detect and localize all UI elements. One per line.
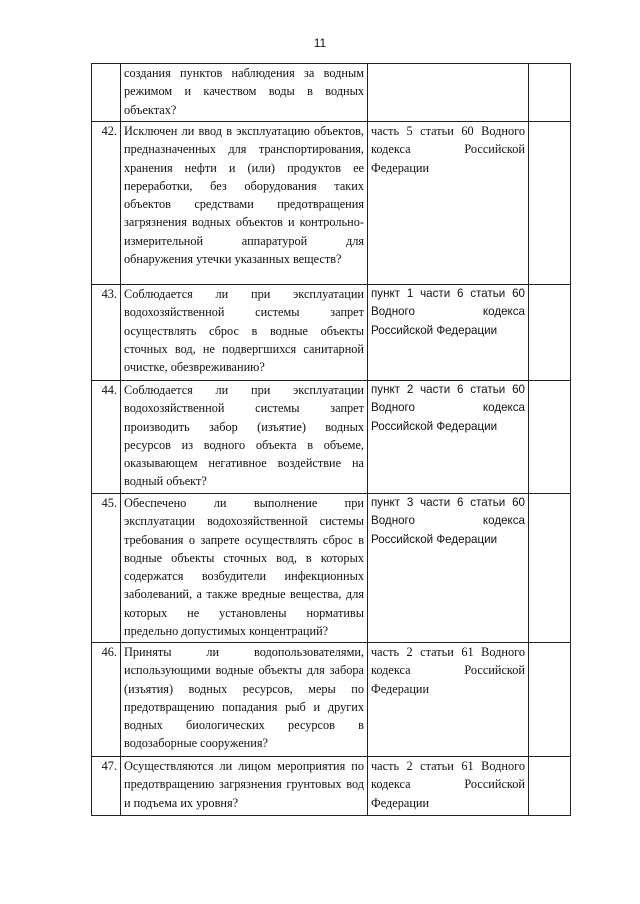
question-text: Исключен ли ввод в эксплуатацию объектов, предназначенных для транспортирования, хранения нефти и (или) продуктов ее переработки, без оборудования таких объектов средствами предотвращения загрязнения водных объектов и контрольно-измерительной аппаратурой для обнаружения утечки указанных веществ? [121,122,368,285]
empty-cell [529,285,571,381]
table-row [92,494,571,643]
empty-cell [529,122,571,285]
empty-cell [529,381,571,494]
table-row [92,643,571,757]
row-number: 42. [92,122,121,285]
empty-cell [529,643,571,757]
row-number [92,64,121,122]
empty-cell [529,64,571,122]
question-text: создания пунктов наблюдения за водным режимом и качеством воды в водных объектах? [121,64,368,122]
table-row [92,757,571,816]
page-number: 11 [313,36,327,50]
legal-reference: пункт 2 части 6 статьи 60 Водного кодекса Российской Федерации [368,381,529,494]
legal-reference [368,64,529,122]
table-row [92,381,571,494]
empty-cell [529,494,571,643]
table-row [92,64,571,122]
table-row [92,285,571,381]
row-number: 43. [92,285,121,381]
question-text: Приняты ли водопользователями, использующими водные объекты для забора (изъятия) водных ресурсов, меры по предотвращению попадания рыб и других водных биологических ресурсов в водозаборные сооружения? [121,643,368,757]
legal-reference: пункт 3 части 6 статьи 60 Водного кодекса Российской Федерации [368,494,529,643]
row-number: 45. [92,494,121,643]
checklist-table [91,63,571,816]
legal-reference: часть 2 статьи 61 Водного кодекса Российской Федерации [368,643,529,757]
row-number: 44. [92,381,121,494]
legal-reference: часть 2 статьи 61 Водного кодекса Российской Федерации [368,757,529,816]
legal-reference: пункт 1 части 6 статьи 60 Водного кодекса Российской Федерации [368,285,529,381]
row-number: 47. [92,757,121,816]
question-text: Соблюдается ли при эксплуатации водохозяйственной системы запрет осуществлять сброс в водные объекты сточных вод, не подвергшихся санитарной очистке, обезвреживанию? [121,285,368,381]
legal-reference: часть 5 статьи 60 Водного кодекса Российской Федерации [368,122,529,285]
question-text: Соблюдается ли при эксплуатации водохозяйственной системы запрет производить забор (изъятие) водных ресурсов из водного объекта в объеме, оказывающем негативное воздействие на водный объект? [121,381,368,494]
row-number: 46. [92,643,121,757]
empty-cell [529,757,571,816]
question-text: Обеспечено ли выполнение при эксплуатации водохозяйственной системы требования о запрете осуществлять сброс в водные объекты сточных вод, в которых содержатся возбудители инфекционных заболеваний, а также вредные вещества, для которых не установлены нормативы предельно допустимых концентраций? [121,494,368,643]
question-text: Осуществляются ли лицом мероприятия по предотвращению загрязнения грунтовых вод и подъема их уровня? [121,757,368,816]
table-row [92,122,571,285]
